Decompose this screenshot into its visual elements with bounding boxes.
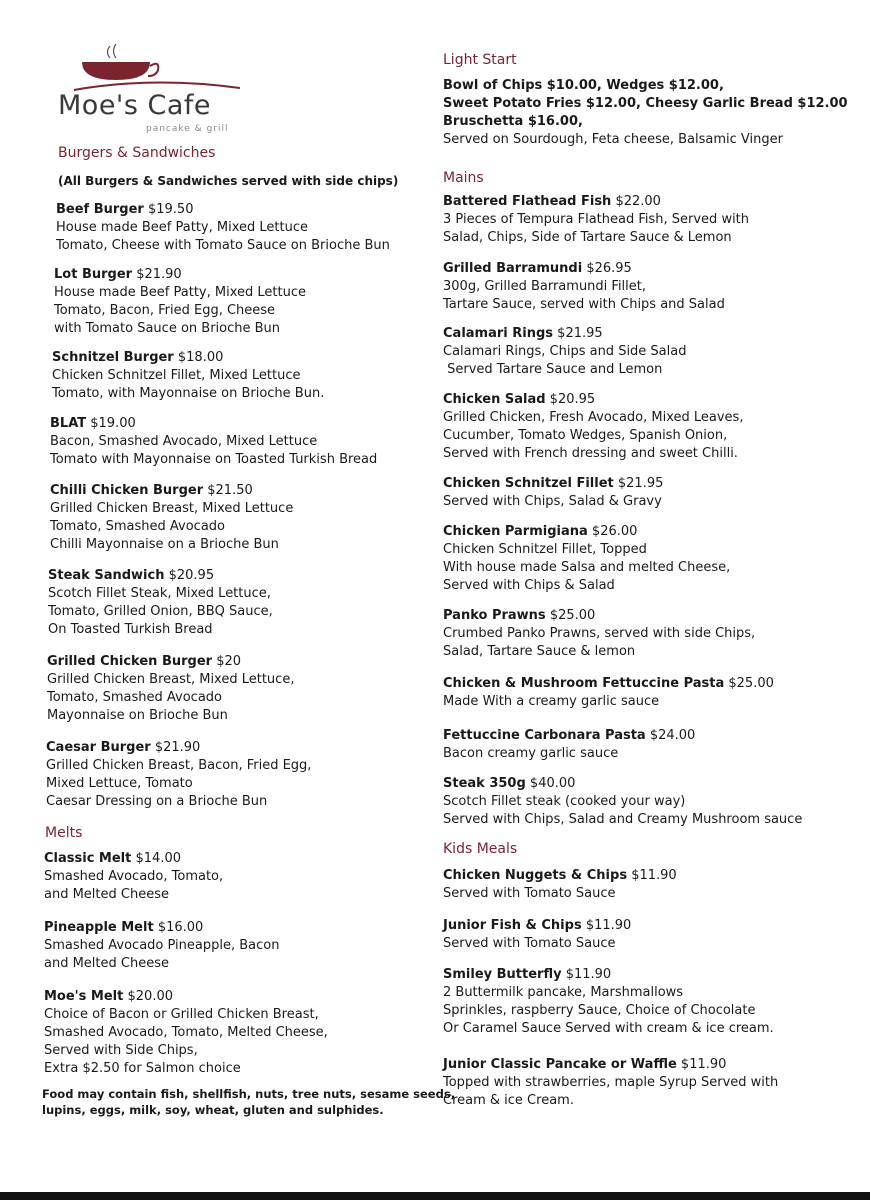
item-name: Classic Melt xyxy=(44,851,132,866)
menu-item-fettuccine-carbonara xyxy=(443,727,695,763)
item-desc: and Melted Cheese xyxy=(44,956,169,971)
item-desc: Scotch Fillet steak (cooked your way) xyxy=(443,794,686,809)
item-desc: Scotch Fillet Steak, Mixed Lettuce, xyxy=(48,586,271,601)
item-desc: House made Beef Patty, Mixed Lettuce xyxy=(54,285,306,300)
item-price: $25.00 xyxy=(549,608,596,623)
item-price: $24.00 xyxy=(649,728,696,743)
item-price: $14.00 xyxy=(135,851,181,866)
item-desc: and Melted Cheese xyxy=(44,887,169,902)
item-desc: On Toasted Turkish Bread xyxy=(48,622,213,637)
item-desc: Tomato with Mayonnaise on Toasted Turkish Bread xyxy=(50,452,378,467)
item-name: BLAT xyxy=(50,416,87,431)
menu-item-chicken-mushroom-fettuccine xyxy=(443,675,774,711)
menu-item-lot-burger xyxy=(54,266,306,338)
menu-item-chicken-salad xyxy=(443,391,743,463)
item-price: $11.90 xyxy=(631,868,677,883)
allergen-line: lupins, eggs, milk, soy, wheat, gluten and sulphides. xyxy=(42,1103,384,1117)
item-desc: House made Beef Patty, Mixed Lettuce xyxy=(56,220,308,235)
item-desc: 3 Pieces of Tempura Flathead Fish, Served with xyxy=(443,212,750,227)
item-desc: Made With a creamy garlic sauce xyxy=(443,694,660,709)
item-name: Chicken Nuggets & Chips xyxy=(443,868,628,883)
section-title-melts: Melts xyxy=(45,825,83,841)
allergen-notice xyxy=(42,1086,455,1118)
menu-item-grilled-chicken-burger xyxy=(47,653,294,725)
item-desc: Served with Chips, Salad & Gravy xyxy=(443,494,662,509)
menu-item-blat xyxy=(50,415,377,469)
item-name: Smiley Butterfly xyxy=(443,967,562,982)
item-desc: Bacon, Smashed Avocado, Mixed Lettuce xyxy=(50,434,318,449)
item-name: Panko Prawns xyxy=(443,608,546,623)
item-desc: Or Caramel Sauce Served with cream & ice cream. xyxy=(443,1021,774,1036)
item-name: Chicken & Mushroom Fettuccine Pasta xyxy=(443,676,725,691)
item-desc: Served with Tomato Sauce xyxy=(443,936,616,951)
light-start-line: Bowl of Chips $10.00, Wedges $12.00, xyxy=(443,78,724,93)
menu-item-battered-flathead-fish xyxy=(443,193,749,247)
item-desc: Cucumber, Tomato Wedges, Spanish Onion, xyxy=(443,428,728,443)
item-name: Junior Classic Pancake or Waffle xyxy=(443,1057,677,1072)
item-desc: Smashed Avocado, Tomato, xyxy=(44,869,224,884)
item-price: $11.90 xyxy=(680,1057,727,1072)
cafe-name: Moe's Cafe xyxy=(58,90,212,121)
item-desc: Mayonnaise on Brioche Bun xyxy=(47,708,228,723)
item-desc: Served with Tomato Sauce xyxy=(443,886,616,901)
menu-item-schnitzel-burger xyxy=(52,349,324,403)
item-desc: Tomato, with Mayonnaise on Brioche Bun. xyxy=(52,386,325,401)
item-name: Junior Fish & Chips xyxy=(443,918,582,933)
item-price: $18.00 xyxy=(177,350,224,365)
burgers-note: (All Burgers & Sandwiches served with side chips) xyxy=(58,174,399,188)
item-name: Moe's Melt xyxy=(44,989,124,1004)
item-desc: Smashed Avocado, Tomato, Melted Cheese, xyxy=(44,1025,328,1040)
item-name: Grilled Barramundi xyxy=(443,261,583,276)
item-name: Caesar Burger xyxy=(46,740,151,755)
menu-item-moes-melt xyxy=(44,988,328,1078)
item-desc: 2 Buttermilk pancake, Marshmallows xyxy=(443,985,684,1000)
item-price: $22.00 xyxy=(615,194,661,209)
item-desc: Extra $2.50 for Salmon choice xyxy=(44,1061,241,1076)
coffee-cup-icon xyxy=(70,40,240,92)
item-price: $21.95 xyxy=(617,476,664,491)
item-desc: Crumbed Panko Prawns, served with side Chips, xyxy=(443,626,756,641)
item-desc: Grilled Chicken, Fresh Avocado, Mixed Leaves, xyxy=(443,410,744,425)
item-desc: Chicken Schnitzel Fillet, Topped xyxy=(443,542,647,557)
cafe-logo xyxy=(56,40,256,140)
item-desc: Calamari Rings, Chips and Side Salad xyxy=(443,344,687,359)
item-desc: Salad, Chips, Side of Tartare Sauce & Lemon xyxy=(443,230,732,245)
item-name: Chicken Salad xyxy=(443,392,546,407)
light-start-line: Bruschetta $16.00, xyxy=(443,114,583,129)
item-desc: Grilled Chicken Breast, Bacon, Fried Egg, xyxy=(46,758,312,773)
item-price: $11.90 xyxy=(585,918,632,933)
cafe-tagline: pancake & grill xyxy=(146,124,229,134)
item-desc: Caesar Dressing on a Brioche Bun xyxy=(46,794,268,809)
menu-item-steak-sandwich xyxy=(48,567,273,639)
item-desc: Sprinkles, raspberry Sauce, Choice of Chocolate xyxy=(443,1003,756,1018)
item-name: Chicken Parmigiana xyxy=(443,524,588,539)
menu-item-chicken-parmigiana xyxy=(443,523,730,595)
item-price: $26.95 xyxy=(586,261,632,276)
item-desc: Tomato, Smashed Avocado xyxy=(50,519,226,534)
menu-item-beef-burger xyxy=(56,201,390,255)
item-desc: Tomato, Cheese with Tomato Sauce on Brioche Bun xyxy=(56,238,390,253)
light-start-line: Sweet Potato Fries $12.00, Cheesy Garlic Bread $12.00 xyxy=(443,96,848,111)
menu-item-chilli-chicken-burger xyxy=(50,482,293,554)
menu-item-chicken-nuggets xyxy=(443,867,677,903)
item-price: $40.00 xyxy=(529,776,576,791)
item-desc: Tomato, Grilled Onion, BBQ Sauce, xyxy=(48,604,273,619)
item-desc: Grilled Chicken Breast, Mixed Lettuce xyxy=(50,501,294,516)
item-desc: Cream & ice Cream. xyxy=(443,1093,574,1108)
item-desc: 300g, Grilled Barramundi Fillet, xyxy=(443,279,647,294)
item-desc: Chilli Mayonnaise on a Brioche Bun xyxy=(50,537,279,552)
item-price: $21.95 xyxy=(557,326,603,341)
item-price: $20.95 xyxy=(549,392,596,407)
light-start-line: Served on Sourdough, Feta cheese, Balsamic Vinger xyxy=(443,132,783,147)
item-price: $21.90 xyxy=(154,740,201,755)
item-desc: Topped with strawberries, maple Syrup Served with xyxy=(443,1075,779,1090)
menu-item-smiley-butterfly xyxy=(443,966,774,1038)
allergen-line: Food may contain fish, shellfish, nuts, tree nuts, sesame seeds, xyxy=(42,1087,456,1101)
item-desc: Chicken Schnitzel Fillet, Mixed Lettuce xyxy=(52,368,301,383)
item-desc: Tomato, Bacon, Fried Egg, Cheese xyxy=(54,303,276,318)
light-start-list xyxy=(443,77,848,149)
item-price: $20 xyxy=(216,654,242,669)
item-desc: Served with French dressing and sweet Chilli. xyxy=(443,446,738,461)
item-desc: Served with Side Chips, xyxy=(44,1043,198,1058)
section-title-mains: Mains xyxy=(443,170,484,186)
item-desc: with Tomato Sauce on Brioche Bun xyxy=(54,321,281,336)
item-price: $25.00 xyxy=(728,676,774,691)
bottom-border xyxy=(0,1192,870,1200)
item-desc: Served with Chips & Salad xyxy=(443,578,615,593)
item-price: $20.00 xyxy=(127,989,173,1004)
item-price: $19.50 xyxy=(147,202,194,217)
item-price: $11.90 xyxy=(565,967,612,982)
item-name: Schnitzel Burger xyxy=(52,350,174,365)
item-desc: Tartare Sauce, served with Chips and Salad xyxy=(443,297,725,312)
item-desc: With house made Salsa and melted Cheese, xyxy=(443,560,731,575)
item-price: $26.00 xyxy=(591,524,638,539)
menu-item-chicken-schnitzel-fillet xyxy=(443,475,663,511)
item-desc: Choice of Bacon or Grilled Chicken Breast, xyxy=(44,1007,319,1022)
item-price: $19.00 xyxy=(90,416,136,431)
item-price: $20.95 xyxy=(168,568,215,583)
item-name: Lot Burger xyxy=(54,267,133,282)
item-name: Pineapple Melt xyxy=(44,920,154,935)
item-price: $21.90 xyxy=(136,267,182,282)
menu-item-junior-classic-pancake xyxy=(443,1056,778,1110)
item-desc: Served Tartare Sauce and Lemon xyxy=(443,362,663,377)
item-name: Grilled Chicken Burger xyxy=(47,654,213,669)
item-name: Steak 350g xyxy=(443,776,526,791)
menu-item-pineapple-melt xyxy=(44,919,279,973)
item-name: Chicken Schnitzel Fillet xyxy=(443,476,614,491)
item-name: Battered Flathead Fish xyxy=(443,194,612,209)
menu-item-grilled-barramundi xyxy=(443,260,725,314)
item-name: Fettuccine Carbonara Pasta xyxy=(443,728,646,743)
menu-item-calamari-rings xyxy=(443,325,686,379)
menu-item-steak-350g xyxy=(443,775,802,829)
section-title-burgers: Burgers & Sandwiches xyxy=(58,145,216,161)
menu-item-classic-melt xyxy=(44,850,223,904)
item-desc: Bacon creamy garlic sauce xyxy=(443,746,619,761)
section-title-kids-meals: Kids Meals xyxy=(443,841,518,857)
item-desc: Salad, Tartare Sauce & lemon xyxy=(443,644,636,659)
item-desc: Smashed Avocado Pineapple, Bacon xyxy=(44,938,280,953)
menu-item-junior-fish-chips xyxy=(443,917,631,953)
item-price: $16.00 xyxy=(157,920,204,935)
item-name: Calamari Rings xyxy=(443,326,554,341)
item-desc: Tomato, Smashed Avocado xyxy=(47,690,223,705)
item-name: Beef Burger xyxy=(56,202,144,217)
item-name: Chilli Chicken Burger xyxy=(50,483,204,498)
item-name: Steak Sandwich xyxy=(48,568,165,583)
item-desc: Grilled Chicken Breast, Mixed Lettuce, xyxy=(47,672,295,687)
menu-item-caesar-burger xyxy=(46,739,311,811)
section-title-light-start: Light Start xyxy=(443,52,517,68)
item-desc: Served with Chips, Salad and Creamy Mushroom sauce xyxy=(443,812,803,827)
menu-item-panko-prawns xyxy=(443,607,755,661)
item-price: $21.50 xyxy=(207,483,253,498)
item-desc: Mixed Lettuce, Tomato xyxy=(46,776,193,791)
